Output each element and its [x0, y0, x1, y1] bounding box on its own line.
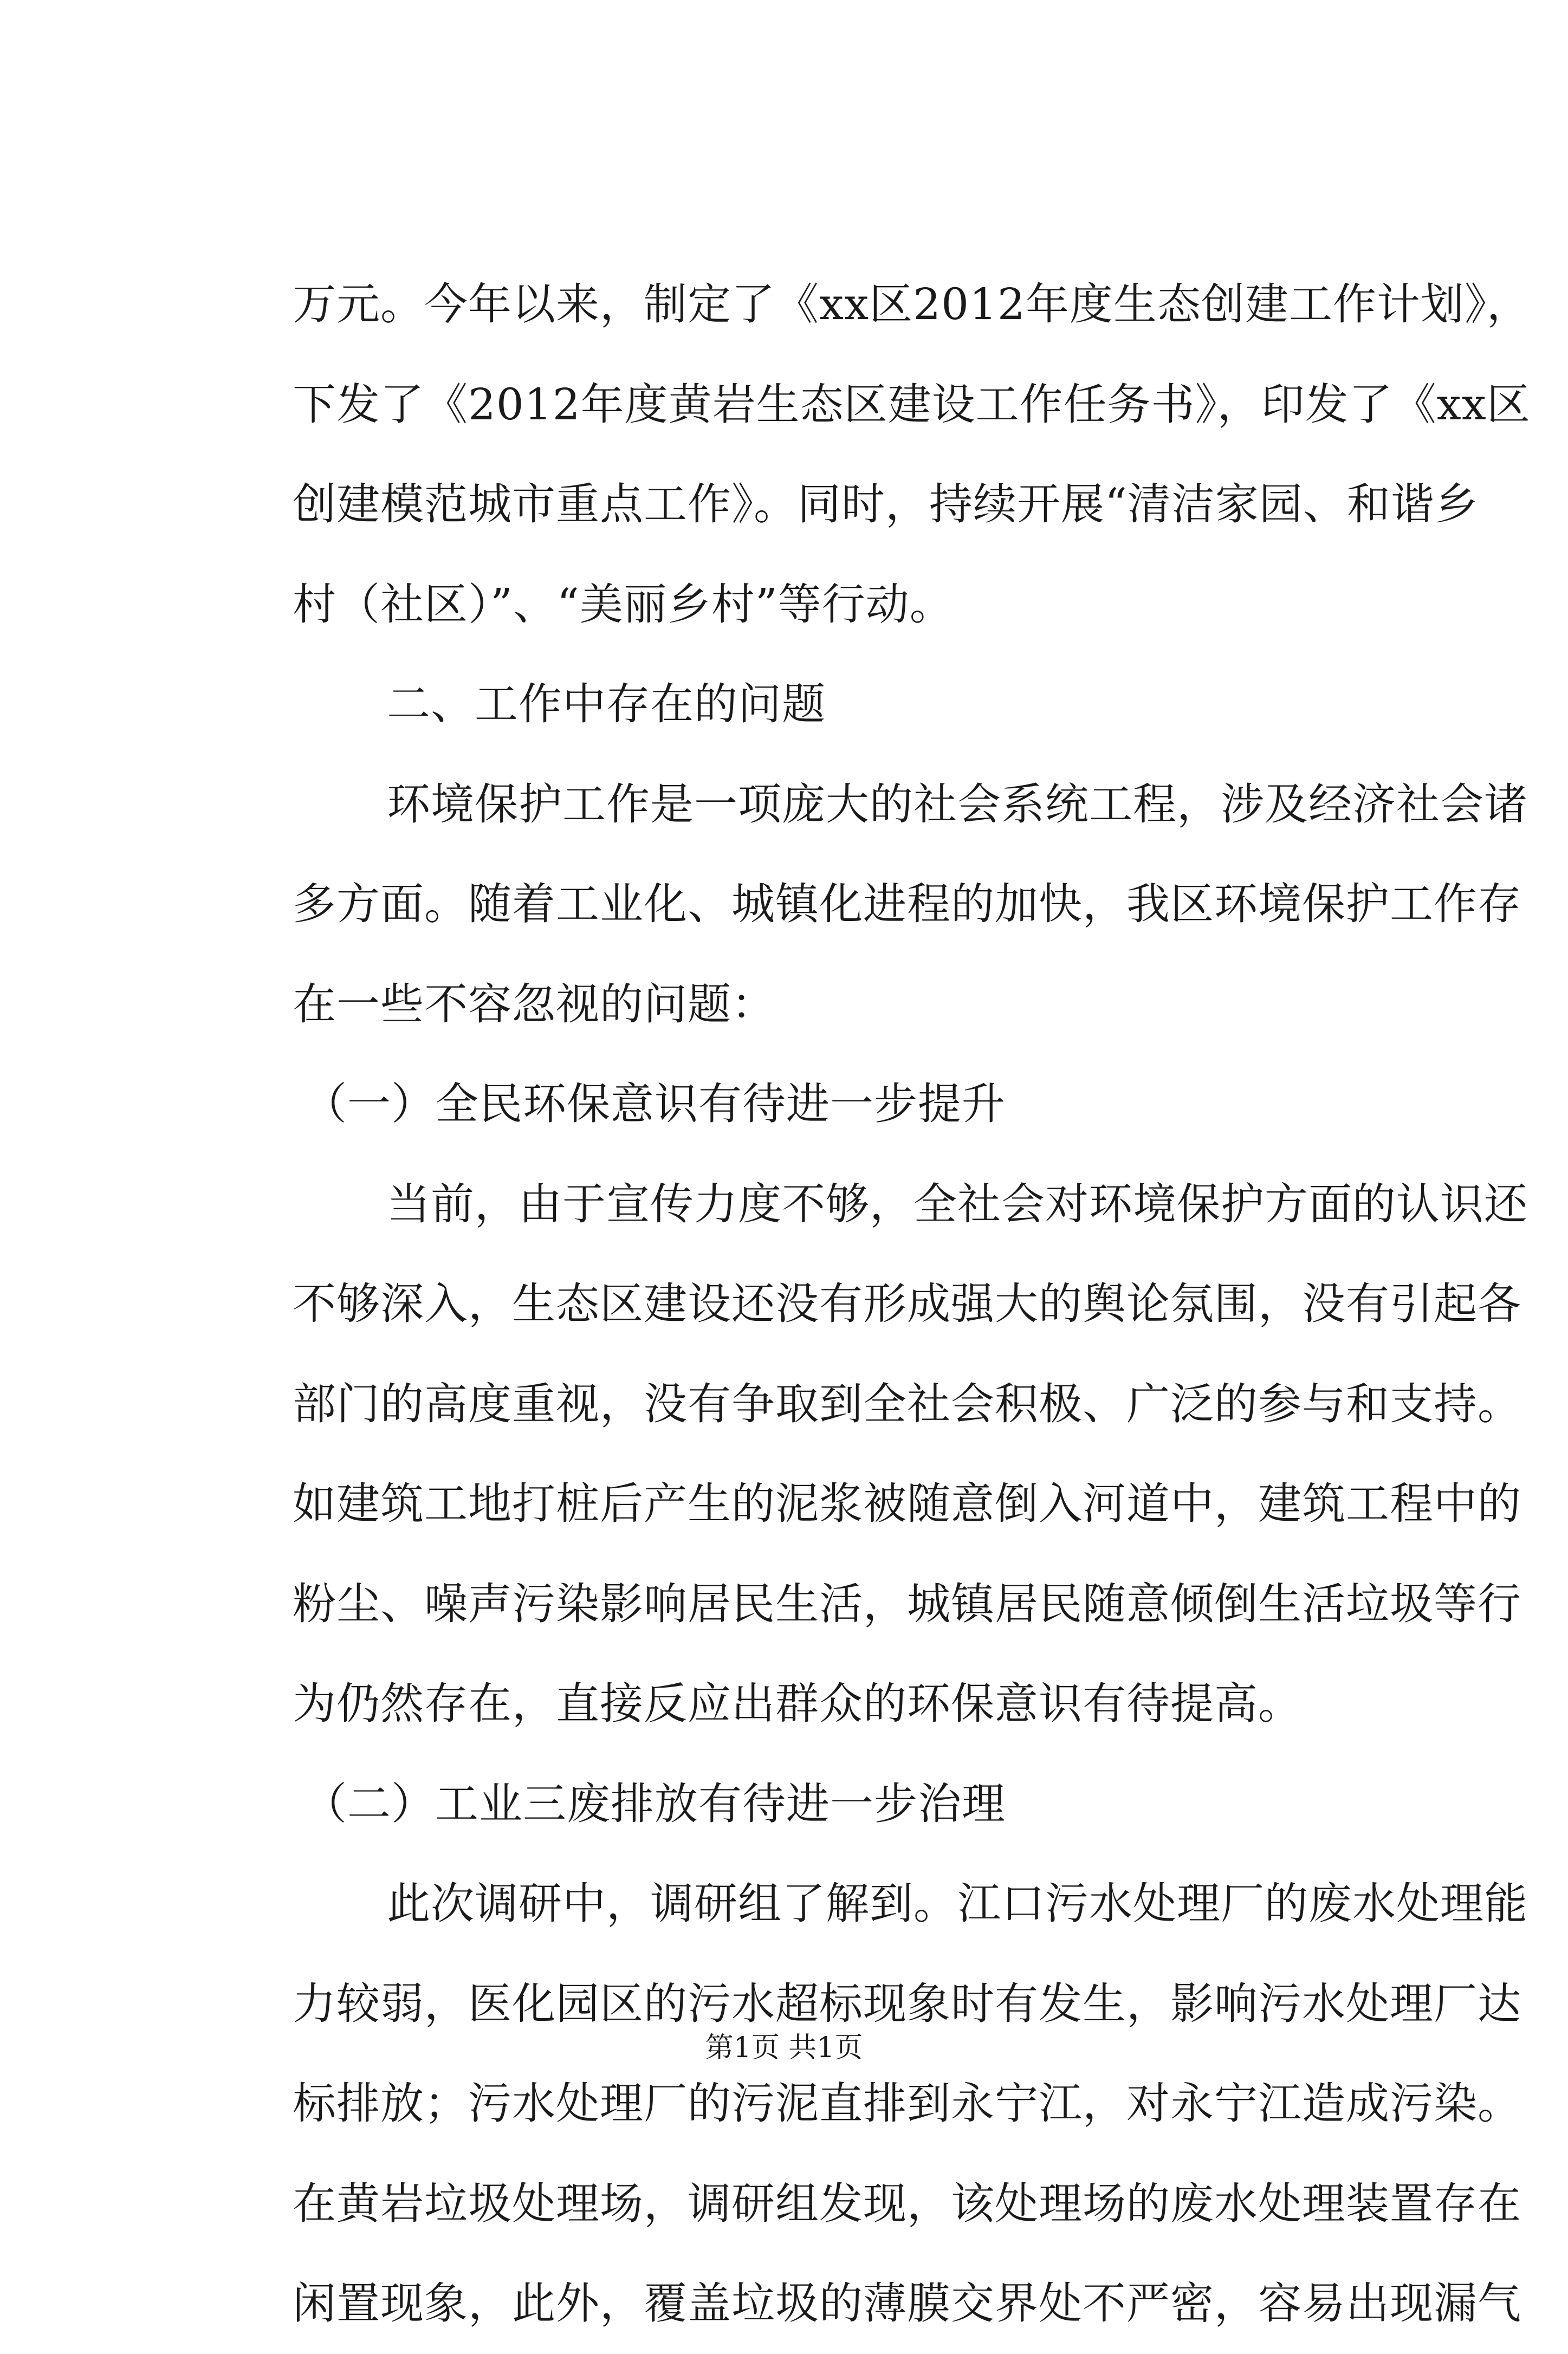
text-line: 在黄岩垃圾处理场，调研组发现，该处理场的废水处理装置存在	[293, 2178, 1521, 2229]
text-line: 村（社区）”、“美丽乡村”等行动。	[293, 579, 954, 630]
text-line: 多方面。随着工业化、城镇化进程的加快，我区环境保护工作存	[293, 879, 1521, 929]
text-line: 不够深入，生态区建设还没有形成强大的舆论氛围，没有引起各	[293, 1279, 1521, 1329]
subsection-heading: （二）工业三废排放有待进一步治理	[303, 1778, 1006, 1829]
text-line: 如建筑工地打桩后产生的泥浆被随意倒入河道中，建筑工程中的	[293, 1478, 1521, 1529]
text-line: 下发了《2012年度黄岩生态区建设工作任务书》，印发了《xx区	[293, 379, 1531, 430]
paragraph-first-line: 环境保护工作是一项庞大的社会系统工程，涉及经济社会诸	[387, 779, 1528, 829]
text-line: 标排放；污水处理厂的污泥直排到永宁江，对永宁江造成污染。	[293, 2078, 1521, 2129]
text-line: 为仍然存在，直接反应出群众的环保意识有待提高。	[293, 1678, 1302, 1729]
subsection-heading: （一）全民环保意识有待进一步提升	[303, 1079, 1006, 1129]
text-line: 万元。今年以来，制定了《xx区2012年度生态创建工作计划》，	[293, 279, 1531, 329]
text-line: 粉尘、噪声污染影响居民生活，城镇居民随意倾倒生活垃圾等行	[293, 1578, 1521, 1629]
text-line: 创建模范城市重点工作》。同时，持续开展“清洁家园、和谐乡	[293, 479, 1479, 529]
page-footer: 第1页 共1页	[705, 2032, 863, 2064]
text-line: 力较弱，医化园区的污水超标现象时有发生，影响污水处理厂达	[293, 1978, 1521, 2029]
text-line: 部门的高度重视，没有争取到全社会积极、广泛的参与和支持。	[293, 1378, 1521, 1429]
text-line: 闲置现象，此外，覆盖垃圾的薄膜交界处不严密，容易出现漏气	[293, 2278, 1521, 2329]
paragraph-first-line: 此次调研中，调研组了解到。江口污水处理厂的废水处理能	[387, 1878, 1528, 1929]
paragraph-first-line: 当前，由于宣传力度不够，全社会对环境保护方面的认识还	[387, 1178, 1528, 1229]
section-heading: 二、工作中存在的问题	[387, 679, 826, 729]
text-line: 在一些不容忽视的问题：	[293, 978, 775, 1029]
